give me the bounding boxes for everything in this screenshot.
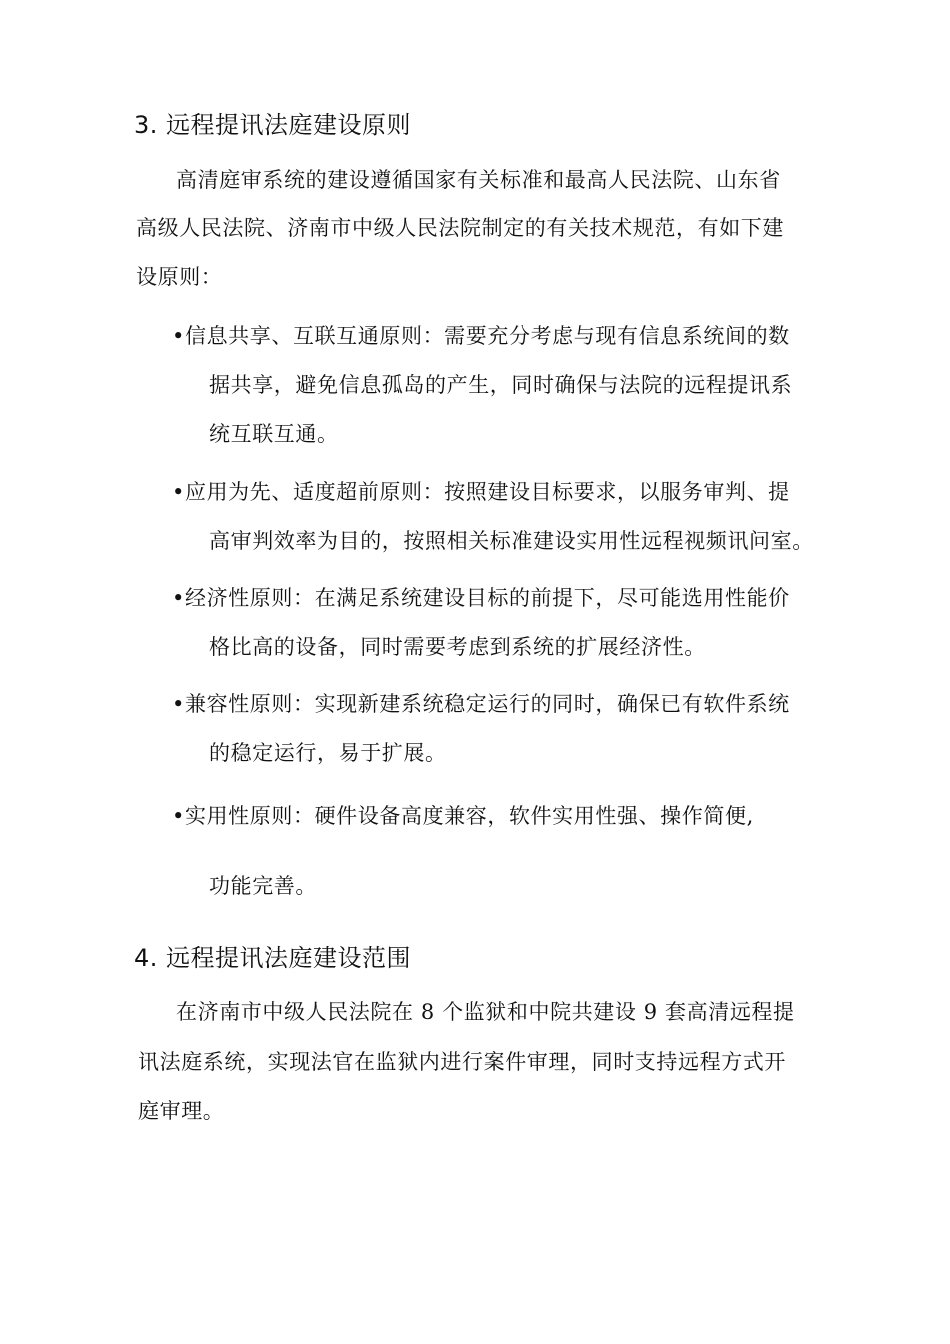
bullet-3-line-2: 格比高的设备，同时需要考虑到系统的扩展经济性。 <box>209 635 706 659</box>
bullet-1-line-3: 统互联互通。 <box>209 422 339 446</box>
bullet-1-line-2: 据共享，避免信息孤岛的产生，同时确保与法院的远程提讯系 <box>209 373 793 397</box>
bullet-5-line-1: •实用性原则：硬件设备高度兼容，软件实用性强、操作简便, <box>172 804 754 828</box>
section-3-heading: 3. 远程提讯法庭建设原则 <box>134 111 412 139</box>
bullet-2-line-2: 高审判效率为目的，按照相关标准建设实用性远程视频讯问室。 <box>209 529 814 553</box>
bullet-5-line-2: 功能完善。 <box>209 874 317 898</box>
bullet-1-line-1: •信息共享、互联互通原则：需要充分考虑与现有信息系统间的数 <box>172 324 790 348</box>
bullet-2-line-1: •应用为先、适度超前原则：按照建设目标要求，以服务审判、提 <box>172 480 790 504</box>
section-3-intro-line-1: 高清庭审系统的建设遵循国家有关标准和最高人民法院、山东省 <box>176 168 781 192</box>
section-4-body-line-3: 庭审理。 <box>138 1099 225 1123</box>
section-4-body-line-2: 讯法庭系统，实现法官在监狱内进行案件审理，同时支持远程方式开 <box>138 1050 786 1074</box>
section-3-intro-line-3: 设原则： <box>136 265 223 289</box>
section-4-body-line-1: 在济南市中级人民法院在 8 个监狱和中院共建设 9 套高清远程提 <box>176 1000 795 1024</box>
bullet-4-line-1: •兼容性原则：实现新建系统稳定运行的同时，确保已有软件系统 <box>172 692 790 716</box>
section-4-heading: 4. 远程提讯法庭建设范围 <box>134 944 412 972</box>
bullet-3-line-1: •经济性原则：在满足系统建设目标的前提下，尽可能选用性能价 <box>172 586 790 610</box>
bullet-4-line-2: 的稳定运行，易于扩展。 <box>209 741 447 765</box>
section-3-intro-line-2: 高级人民法院、济南市中级人民法院制定的有关技术规范，有如下建 <box>136 216 784 240</box>
